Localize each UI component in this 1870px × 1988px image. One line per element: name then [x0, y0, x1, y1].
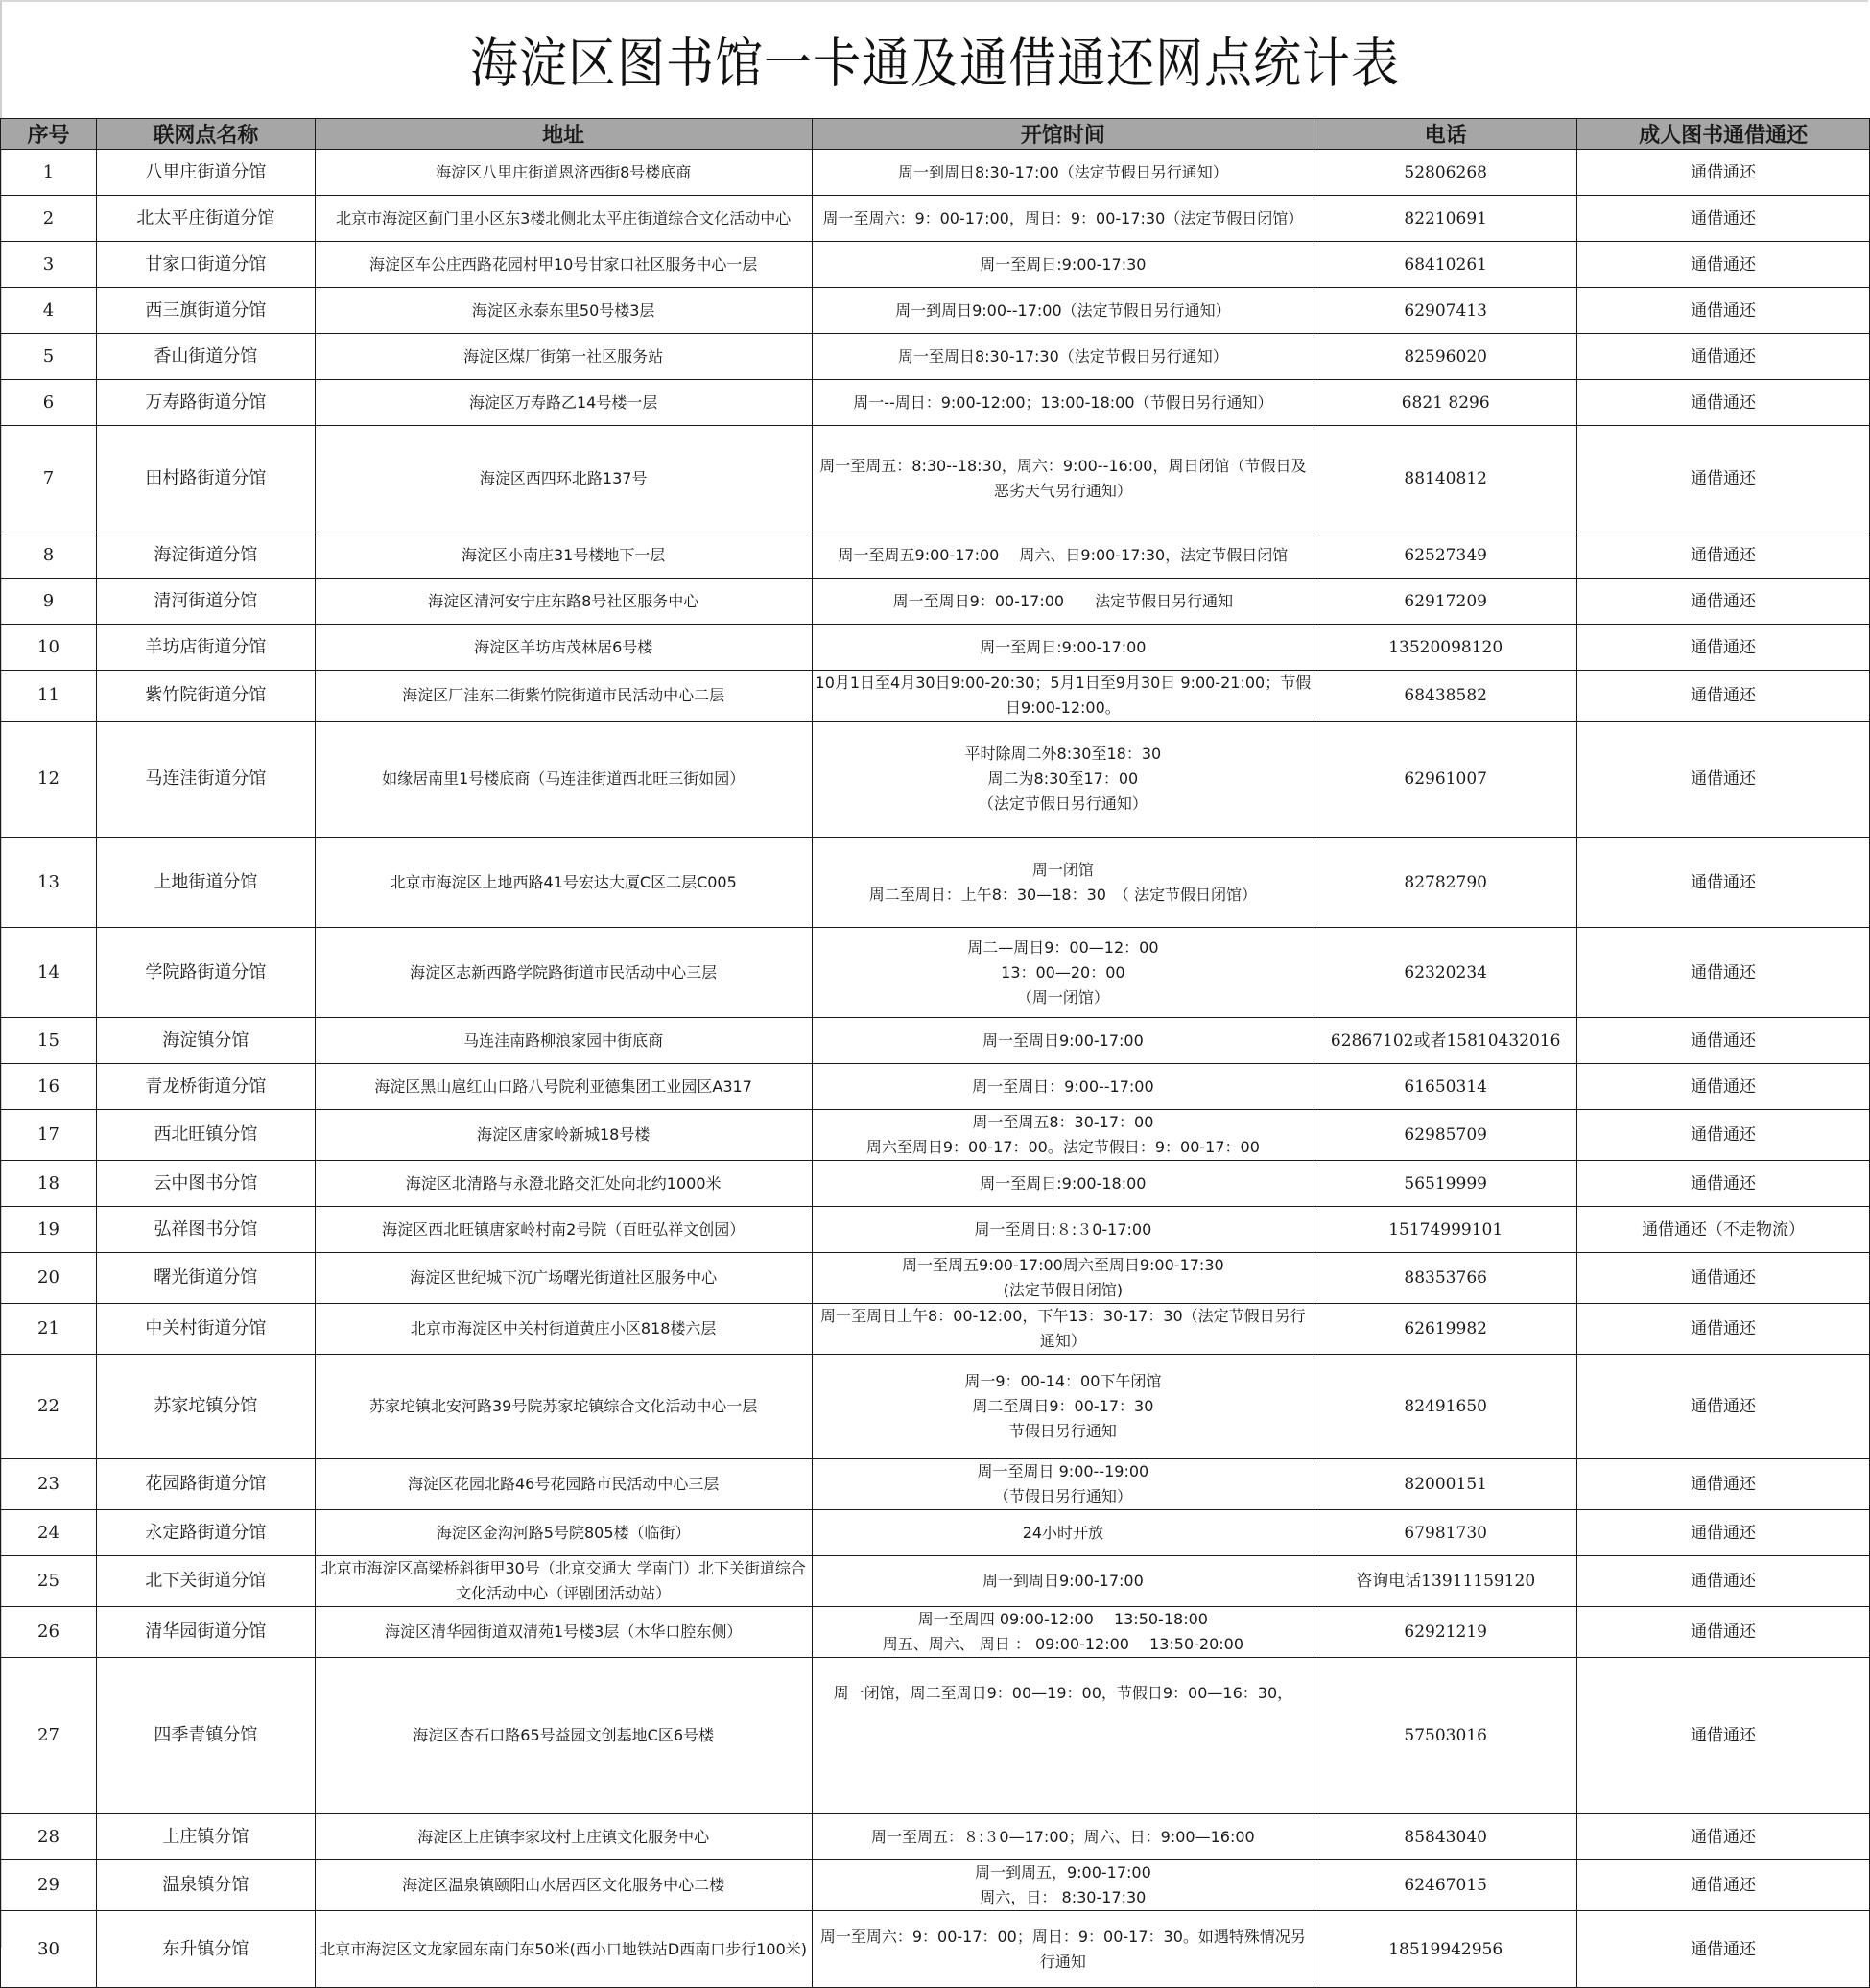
- table-row: [1, 196, 1870, 242]
- opening-hours: [812, 150, 1314, 196]
- row-index: 5: [1, 334, 97, 380]
- opening-hours-line: (法定节假日闭馆): [1003, 1281, 1124, 1299]
- branch-address: 海淀区北清路与永澄北路交汇处向北约1000米: [315, 1161, 812, 1207]
- row-index: 30: [1, 1911, 97, 1988]
- opening-hours: [812, 838, 1314, 928]
- phone-number: 52806268: [1314, 150, 1577, 196]
- row-index: 28: [1, 1814, 97, 1860]
- opening-hours: [812, 1607, 1314, 1658]
- table-row: [1, 671, 1870, 722]
- table-row: [1, 1355, 1870, 1459]
- opening-hours: [812, 1860, 1314, 1911]
- phone-number: 62867102或者15810432016: [1314, 1018, 1577, 1064]
- table-row: [1, 288, 1870, 334]
- row-index: 12: [1, 722, 97, 838]
- phone-number: 62467015: [1314, 1860, 1577, 1911]
- branch-address: 海淀区清河安宁庄东路8号社区服务中心: [315, 579, 812, 625]
- phone-number: 56519999: [1314, 1161, 1577, 1207]
- branch-address: 如缘居南里1号楼底商（马连洼街道西北旺三街如园）: [315, 722, 812, 838]
- opening-hours-line: （法定节假日另行通知）: [978, 794, 1148, 813]
- opening-hours: [812, 1510, 1314, 1556]
- opening-hours-line: 周一至周日:9:00-17:00: [980, 637, 1147, 656]
- opening-hours-line: 周二至周日9：00-17：30: [972, 1397, 1154, 1415]
- table-body: [1, 150, 1870, 1988]
- branch-name: 马连洼街道分馆: [96, 722, 315, 838]
- branch-address: 海淀区西北旺镇唐家岭村南2号院（百旺弘祥文创园）: [315, 1207, 812, 1253]
- opening-hours-line: 周一至周日8:30-17:30（法定节假日另行通知）: [897, 346, 1228, 366]
- branch-address: 海淀区志新西路学院路街道市民活动中心三层: [315, 928, 812, 1018]
- borrow-return-service: 通借通还: [1577, 1814, 1870, 1860]
- phone-number: 62619982: [1314, 1304, 1577, 1355]
- phone-number: 68410261: [1314, 242, 1577, 288]
- branch-name: 温泉镇分馆: [96, 1860, 315, 1911]
- table-header-row: [1, 119, 1870, 150]
- opening-hours: [812, 1207, 1314, 1253]
- opening-hours-line: 周一至周五：８:３0—17:00；周六、日：9:00—16:00: [871, 1827, 1255, 1846]
- opening-hours-line: 13：00—20：00: [1001, 962, 1125, 982]
- opening-hours-line: 周一到周五，9:00-17:00: [974, 1863, 1151, 1882]
- opening-hours-line: （节假日另行通知）: [993, 1487, 1132, 1505]
- header-branch-name: 联网点名称: [96, 119, 315, 150]
- row-index: 27: [1, 1658, 97, 1814]
- opening-hours-line: 周一--周日：9:00-12:00；13:00-18:00（节假日另行通知）: [853, 392, 1273, 412]
- branch-table: [0, 118, 1870, 1988]
- phone-number: 61650314: [1314, 1064, 1577, 1110]
- table-row: [1, 1607, 1870, 1658]
- header-index: 序号: [1, 119, 97, 150]
- table-row: [1, 334, 1870, 380]
- opening-hours: [812, 625, 1314, 671]
- row-index: 8: [1, 532, 97, 579]
- opening-hours: [812, 1556, 1314, 1607]
- table-row: [1, 1064, 1870, 1110]
- phone-number: 57503016: [1314, 1658, 1577, 1814]
- phone-number: 82491650: [1314, 1355, 1577, 1459]
- row-index: 21: [1, 1304, 97, 1355]
- phone-number: 62907413: [1314, 288, 1577, 334]
- opening-hours-line: 周一至周日:9:00-17:30: [980, 254, 1147, 273]
- page-title: 海淀区图书馆一卡通及通借通还网点统计表: [470, 32, 1400, 95]
- borrow-return-service: 通借通还: [1577, 1607, 1870, 1658]
- opening-hours-line: 周一至周五：8:30--18:30，周六：9:00--16:00，周日闭馆（节假日及恶劣天气另行通知）: [819, 457, 1307, 500]
- borrow-return-service: 通借通还: [1577, 722, 1870, 838]
- borrow-return-service: 通借通还: [1577, 1253, 1870, 1304]
- branch-address: 北京市海淀区文龙家园东南门东50米(西小口地铁站D西南口步行100米): [315, 1911, 812, 1988]
- branch-name: 紫竹院街道分馆: [96, 671, 315, 722]
- table-row: [1, 1253, 1870, 1304]
- table-row: [1, 928, 1870, 1018]
- opening-hours-line: 周一至周日9:00-17:00: [982, 1030, 1144, 1050]
- branch-name: 甘家口街道分馆: [96, 242, 315, 288]
- borrow-return-service: 通借通还: [1577, 1860, 1870, 1911]
- branch-address: 海淀区车公庄西路花园村甲10号甘家口社区服务中心一层: [315, 242, 812, 288]
- header-phone: 电话: [1314, 119, 1577, 150]
- branch-name: 中关村街道分馆: [96, 1304, 315, 1355]
- branch-name: 北下关街道分馆: [96, 1556, 315, 1607]
- opening-hours-line: 节假日另行通知: [1008, 1422, 1117, 1440]
- borrow-return-service: 通借通还: [1577, 1459, 1870, 1510]
- opening-hours-line: 周一至周四 09:00-12:00 13:50-18:00: [917, 1610, 1208, 1628]
- branch-address: 北京市海淀区蓟门里小区东3楼北侧北太平庄街道综合文化活动中心: [315, 196, 812, 242]
- opening-hours-line: 10月1日至4月30日9:00-20:30；5月1日至9月30日 9:00-21:00；节假日9:00-12:00。: [815, 674, 1312, 717]
- branch-name: 羊坊店街道分馆: [96, 625, 315, 671]
- borrow-return-service: 通借通还: [1577, 1355, 1870, 1459]
- table-row: [1, 1658, 1870, 1814]
- branch-address: 海淀区清华园街道双清苑1号楼3层（木华口腔东侧）: [315, 1607, 812, 1658]
- branch-name: 北太平庄街道分馆: [96, 196, 315, 242]
- table-row: [1, 242, 1870, 288]
- opening-hours: [812, 1355, 1314, 1459]
- row-index: 3: [1, 242, 97, 288]
- table-row: [1, 579, 1870, 625]
- branch-name: 曙光街道分馆: [96, 1253, 315, 1304]
- branch-name: 清华园街道分馆: [96, 1607, 315, 1658]
- opening-hours-line: 24小时开放: [1022, 1523, 1104, 1542]
- phone-number: 82782790: [1314, 838, 1577, 928]
- opening-hours: [812, 196, 1314, 242]
- row-index: 15: [1, 1018, 97, 1064]
- header-borrow-return: 成人图书通借通还: [1577, 119, 1870, 150]
- table-row: [1, 625, 1870, 671]
- row-index: 26: [1, 1607, 97, 1658]
- row-index: 18: [1, 1161, 97, 1207]
- opening-hours-line: （周一闭馆）: [1016, 987, 1109, 1006]
- branch-name: 八里庄街道分馆: [96, 150, 315, 196]
- borrow-return-service: 通借通还（不走物流）: [1577, 1207, 1870, 1253]
- borrow-return-service: 通借通还: [1577, 579, 1870, 625]
- opening-hours: [812, 242, 1314, 288]
- branch-name: 永定路街道分馆: [96, 1510, 315, 1556]
- table-row: [1, 380, 1870, 426]
- row-index: 4: [1, 288, 97, 334]
- branch-name: 花园路街道分馆: [96, 1459, 315, 1510]
- branch-address: 海淀区世纪城下沉广场曙光街道社区服务中心: [315, 1253, 812, 1304]
- branch-address: 海淀区上庄镇李家坟村上庄镇文化服务中心: [315, 1814, 812, 1860]
- row-index: 10: [1, 625, 97, 671]
- opening-hours-line: 周一至周日9：00-17:00 法定节假日另行通知: [892, 591, 1234, 610]
- opening-hours-line: 平时除周二外8:30至18：30: [964, 745, 1162, 763]
- borrow-return-service: 通借通还: [1577, 196, 1870, 242]
- opening-hours-line: 周一至周五8：30-17：00: [972, 1113, 1154, 1131]
- row-index: 7: [1, 426, 97, 532]
- table-row: [1, 426, 1870, 532]
- branch-name: 万寿路街道分馆: [96, 380, 315, 426]
- row-index: 19: [1, 1207, 97, 1253]
- opening-hours-line: 周二为8:30至17：00: [987, 769, 1139, 788]
- phone-number: 62320234: [1314, 928, 1577, 1018]
- phone-number: 82000151: [1314, 1459, 1577, 1510]
- opening-hours: [812, 1253, 1314, 1304]
- table-row: [1, 1207, 1870, 1253]
- branch-name: 弘祥图书分馆: [96, 1207, 315, 1253]
- opening-hours: [812, 1064, 1314, 1110]
- row-index: 24: [1, 1510, 97, 1556]
- header-opening-hours: 开馆时间: [812, 119, 1314, 150]
- opening-hours-line: 周六，日： 8:30-17:30: [980, 1888, 1147, 1906]
- table-row: [1, 1110, 1870, 1161]
- borrow-return-service: 通借通还: [1577, 150, 1870, 196]
- branch-name: 云中图书分馆: [96, 1161, 315, 1207]
- opening-hours-line: 周一闭馆，周二至周日9：00—19：00，节假日9：00—16：30，: [833, 1684, 1293, 1702]
- opening-hours: [812, 334, 1314, 380]
- opening-hours-line: 周一到周日8:30-17:00（法定节假日另行通知）: [897, 162, 1228, 181]
- borrow-return-service: 通借通还: [1577, 380, 1870, 426]
- row-index: 9: [1, 579, 97, 625]
- opening-hours: [812, 1304, 1314, 1355]
- opening-hours: [812, 1814, 1314, 1860]
- phone-number: 15174999101: [1314, 1207, 1577, 1253]
- opening-hours: [812, 1110, 1314, 1161]
- branch-address: 海淀区黑山扈红山口路八号院利亚德集团工业园区A317: [315, 1064, 812, 1110]
- phone-number: 88353766: [1314, 1253, 1577, 1304]
- branch-address: 海淀区煤厂街第一社区服务站: [315, 334, 812, 380]
- opening-hours-line: 周六至周日9：00-17：00。法定节假日：9：00-17：00: [865, 1138, 1260, 1156]
- borrow-return-service: 通借通还: [1577, 1510, 1870, 1556]
- branch-name: 四季青镇分馆: [96, 1658, 315, 1814]
- branch-address: 北京市海淀区中关村街道黄庄小区818楼六层: [315, 1304, 812, 1355]
- branch-name: 上庄镇分馆: [96, 1814, 315, 1860]
- row-index: 29: [1, 1860, 97, 1911]
- phone-number: 67981730: [1314, 1510, 1577, 1556]
- phone-number: 6821 8296: [1314, 380, 1577, 426]
- branch-address: 海淀区西四环北路137号: [315, 426, 812, 532]
- row-index: 16: [1, 1064, 97, 1110]
- branch-name: 西三旗街道分馆: [96, 288, 315, 334]
- branch-name: 西北旺镇分馆: [96, 1110, 315, 1161]
- borrow-return-service: 通借通还: [1577, 288, 1870, 334]
- borrow-return-service: 通借通还: [1577, 334, 1870, 380]
- table-row: [1, 150, 1870, 196]
- borrow-return-service: 通借通还: [1577, 1064, 1870, 1110]
- phone-number: 62917209: [1314, 579, 1577, 625]
- table-row: [1, 1161, 1870, 1207]
- opening-hours: [812, 1161, 1314, 1207]
- branch-name: 田村路街道分馆: [96, 426, 315, 532]
- header-address: 地址: [315, 119, 812, 150]
- branch-name: 海淀街道分馆: [96, 532, 315, 579]
- opening-hours-line: 周一至周日上午8：00-12:00，下午13：30-17：30（法定节假日另行通知）: [820, 1307, 1306, 1350]
- opening-hours: [812, 380, 1314, 426]
- row-index: 2: [1, 196, 97, 242]
- table-row: [1, 1556, 1870, 1607]
- borrow-return-service: 通借通还: [1577, 1658, 1870, 1814]
- borrow-return-service: 通借通还: [1577, 928, 1870, 1018]
- branch-address: 海淀区羊坊店茂林居6号楼: [315, 625, 812, 671]
- borrow-return-service: 通借通还: [1577, 1304, 1870, 1355]
- opening-hours-line: 周一至周六：9：00-17:00，周日：9：00-17:30（法定节假日闭馆）: [822, 208, 1304, 227]
- table-row: [1, 1860, 1870, 1911]
- branch-name: 青龙桥街道分馆: [96, 1064, 315, 1110]
- opening-hours-line: 周一闭馆: [1031, 860, 1094, 879]
- opening-hours-line: 周一到周日9:00-17:00: [982, 1572, 1144, 1590]
- branch-address: 海淀区万寿路乙14号楼一层: [315, 380, 812, 426]
- row-index: 14: [1, 928, 97, 1018]
- branch-name: 东升镇分馆: [96, 1911, 315, 1988]
- branch-address: 北京市海淀区高梁桥斜街甲30号（北京交通大 学南门）北下关街道综合文化活动中心（评剧团活动站）: [315, 1556, 812, 1607]
- phone-number: 62985709: [1314, 1110, 1577, 1161]
- opening-hours-line: 周一至周日:８:３0-17:00: [974, 1219, 1152, 1239]
- branch-address: 海淀区厂洼东二街紫竹院街道市民活动中心二层: [315, 671, 812, 722]
- table-row: [1, 1459, 1870, 1510]
- opening-hours-line: 周一至周日：9:00--17:00: [972, 1077, 1154, 1096]
- phone-number: 88140812: [1314, 426, 1577, 532]
- borrow-return-service: 通借通还: [1577, 1556, 1870, 1607]
- branch-address: 海淀区花园北路46号花园路市民活动中心三层: [315, 1459, 812, 1510]
- phone-number: 18519942956: [1314, 1911, 1577, 1988]
- opening-hours-line: 周一至周五9:00-17:00周六至周日9:00-17:30: [902, 1256, 1224, 1274]
- branch-address: 海淀区金沟河路5号院805楼（临街）: [315, 1510, 812, 1556]
- phone-number: 82210691: [1314, 196, 1577, 242]
- opening-hours-line: 周五、周六、 周日 ： 09:00-12:00 13:50-20:00: [882, 1635, 1244, 1653]
- borrow-return-service: 通借通还: [1577, 625, 1870, 671]
- row-index: 11: [1, 671, 97, 722]
- phone-number: 62527349: [1314, 532, 1577, 579]
- branch-name: 海淀镇分馆: [96, 1018, 315, 1064]
- branch-name: 上地街道分馆: [96, 838, 315, 928]
- opening-hours-line: 周一至周六：9：00-17：00；周日：9：00-17：30。如遇特殊情况另行通知: [819, 1927, 1306, 1971]
- phone-number: 13520098120: [1314, 625, 1577, 671]
- borrow-return-service: 通借通还: [1577, 1911, 1870, 1988]
- branch-address: 海淀区唐家岭新城18号楼: [315, 1110, 812, 1161]
- branch-name: 苏家坨镇分馆: [96, 1355, 315, 1459]
- opening-hours-line: 周一至周日:9:00-18:00: [980, 1173, 1147, 1193]
- branch-address: 马连洼南路柳浪家园中街底商: [315, 1018, 812, 1064]
- row-index: 23: [1, 1459, 97, 1510]
- branch-address: 海淀区小南庄31号楼地下一层: [315, 532, 812, 579]
- borrow-return-service: 通借通还: [1577, 671, 1870, 722]
- borrow-return-service: 通借通还: [1577, 1110, 1870, 1161]
- row-index: 1: [1, 150, 97, 196]
- row-index: 13: [1, 838, 97, 928]
- row-index: 22: [1, 1355, 97, 1459]
- opening-hours-line: 周一至周日 9:00--19:00: [977, 1462, 1149, 1480]
- row-index: 20: [1, 1253, 97, 1304]
- borrow-return-service: 通借通还: [1577, 532, 1870, 579]
- phone-number: 62961007: [1314, 722, 1577, 838]
- borrow-return-service: 通借通还: [1577, 242, 1870, 288]
- opening-hours: [812, 671, 1314, 722]
- table-row: [1, 1304, 1870, 1355]
- opening-hours-line: 周一9：00-14：00下午闭馆: [964, 1372, 1162, 1390]
- branch-name: 香山街道分馆: [96, 334, 315, 380]
- borrow-return-service: 通借通还: [1577, 838, 1870, 928]
- table-row: [1, 1814, 1870, 1860]
- row-index: 25: [1, 1556, 97, 1607]
- opening-hours: [812, 532, 1314, 579]
- borrow-return-service: 通借通还: [1577, 426, 1870, 532]
- borrow-return-service: 通借通还: [1577, 1161, 1870, 1207]
- opening-hours: [812, 426, 1314, 532]
- phone-number: 62921219: [1314, 1607, 1577, 1658]
- branch-address: 海淀区温泉镇颐阳山水居西区文化服务中心二楼: [315, 1860, 812, 1911]
- phone-number: 68438582: [1314, 671, 1577, 722]
- phone-number: 82596020: [1314, 334, 1577, 380]
- opening-hours-line: 周二—周日9：00—12：00: [967, 937, 1159, 957]
- branch-address: 海淀区永泰东里50号楼3层: [315, 288, 812, 334]
- table-row: [1, 532, 1870, 579]
- row-index: 17: [1, 1110, 97, 1161]
- opening-hours-line: 周二至周日：上午8：30—18：30 （ 法定节假日闭馆）: [868, 885, 1258, 904]
- opening-hours: [812, 928, 1314, 1018]
- opening-hours: [812, 579, 1314, 625]
- opening-hours-line: 周一到周日9:00--17:00（法定节假日另行通知）: [895, 300, 1231, 320]
- branch-name: 学院路街道分馆: [96, 928, 315, 1018]
- opening-hours-line: 周一至周五9:00-17:00 周六、日9:00-17:30，法定节假日闭馆: [838, 545, 1289, 564]
- opening-hours: [812, 1658, 1314, 1814]
- table-row: [1, 722, 1870, 838]
- opening-hours: [812, 1459, 1314, 1510]
- branch-address: 苏家坨镇北安河路39号院苏家坨镇综合文化活动中心一层: [315, 1355, 812, 1459]
- row-index: 6: [1, 380, 97, 426]
- branch-address: 北京市海淀区上地西路41号宏达大厦C区二层C005: [315, 838, 812, 928]
- phone-number: 85843040: [1314, 1814, 1577, 1860]
- branch-address: 海淀区八里庄街道恩济西街8号楼底商: [315, 150, 812, 196]
- table-row: [1, 838, 1870, 928]
- table-row: [1, 1510, 1870, 1556]
- phone-number: 咨询电话13911159120: [1314, 1556, 1577, 1607]
- branch-address: 海淀区杏石口路65号益园文创基地C区6号楼: [315, 1658, 812, 1814]
- opening-hours: [812, 722, 1314, 838]
- table-row: [1, 1018, 1870, 1064]
- branch-name: 清河街道分馆: [96, 579, 315, 625]
- borrow-return-service: 通借通还: [1577, 1018, 1870, 1064]
- opening-hours: [812, 288, 1314, 334]
- opening-hours: [812, 1018, 1314, 1064]
